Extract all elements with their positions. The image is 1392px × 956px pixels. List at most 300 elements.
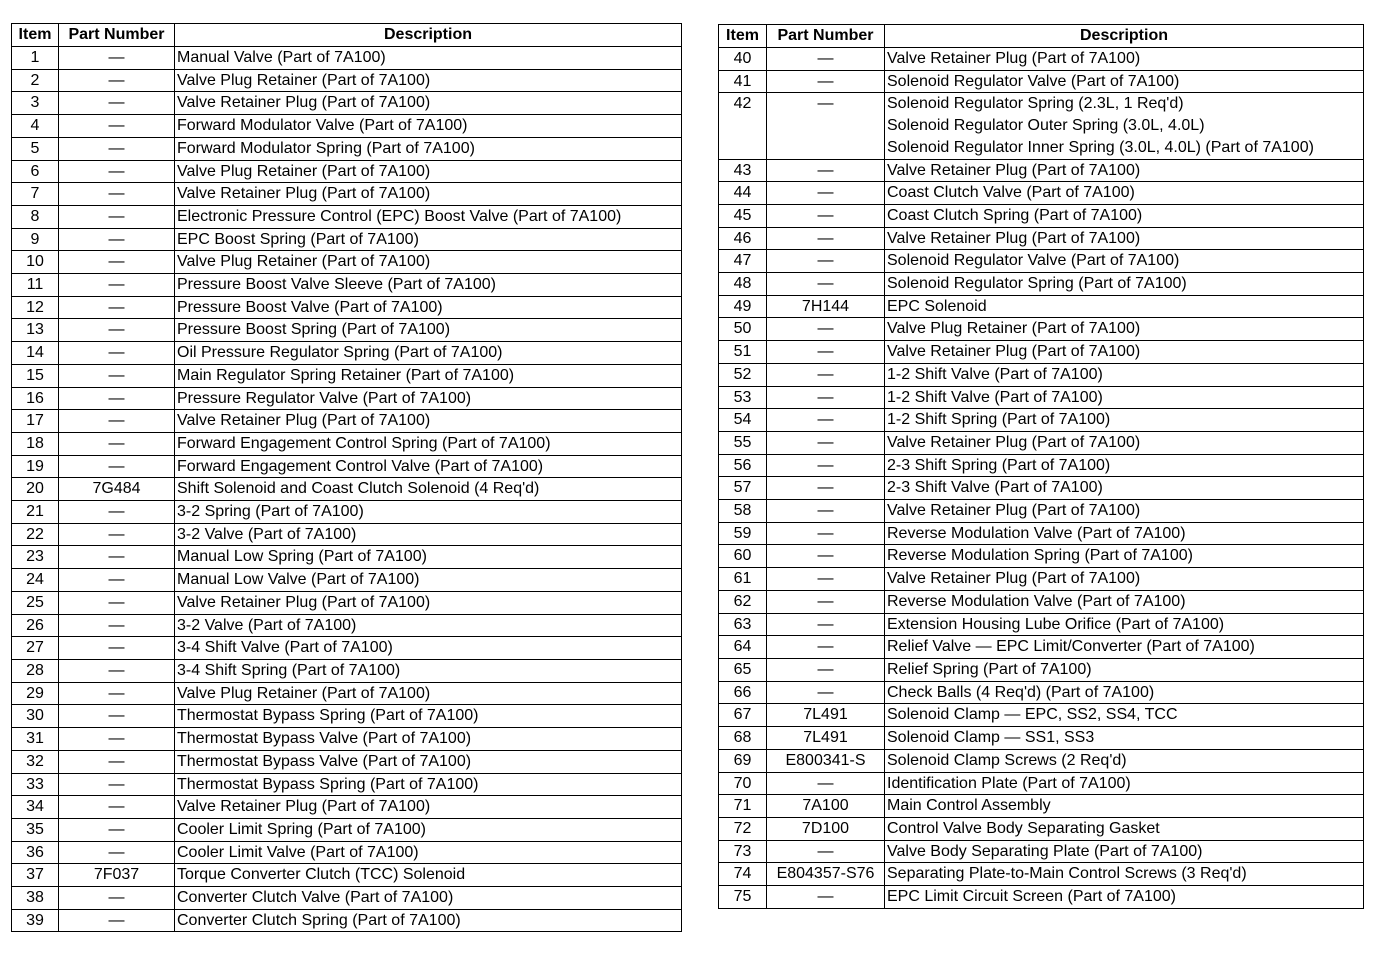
part-number-cell: —	[767, 636, 885, 659]
item-cell: 53	[719, 386, 767, 409]
part-number-cell: 7L491	[767, 727, 885, 750]
header-part-number: Part Number	[59, 24, 175, 47]
description-line: Solenoid Regulator Spring (2.3L, 1 Req'd)	[887, 95, 1184, 113]
item-cell: 16	[12, 387, 59, 410]
part-number-cell: —	[59, 228, 175, 251]
item-cell: 41	[719, 70, 767, 93]
description-cell: 3-4 Shift Valve (Part of 7A100)	[175, 637, 682, 660]
item-cell: 47	[719, 250, 767, 273]
description-cell: Pressure Boost Valve (Part of 7A100)	[175, 296, 682, 319]
item-cell: 72	[719, 817, 767, 840]
description-cell	[885, 93, 1364, 159]
description-cell: 3-2 Spring (Part of 7A100)	[175, 501, 682, 524]
description-cell: Manual Low Valve (Part of 7A100)	[175, 569, 682, 592]
item-cell: 17	[12, 410, 59, 433]
parts-table-right-multiline	[719, 93, 1364, 159]
table-row	[719, 522, 1364, 545]
part-number-cell: —	[59, 659, 175, 682]
item-cell: 68	[719, 727, 767, 750]
part-number-cell: —	[767, 454, 885, 477]
table-row	[719, 500, 1364, 523]
description-cell: EPC Limit Circuit Screen (Part of 7A100)	[885, 886, 1364, 909]
part-number-cell: —	[59, 614, 175, 637]
table-row	[719, 363, 1364, 386]
header-row	[12, 24, 682, 47]
item-cell: 57	[719, 477, 767, 500]
item-cell: 22	[12, 523, 59, 546]
description-cell: Main Control Assembly	[885, 795, 1364, 818]
description-cell: Coast Clutch Spring (Part of 7A100)	[885, 204, 1364, 227]
description-cell: EPC Solenoid	[885, 295, 1364, 318]
item-cell: 23	[12, 546, 59, 569]
description-cell: Solenoid Regulator Valve (Part of 7A100)	[885, 70, 1364, 93]
table-row	[719, 159, 1364, 182]
table-row	[12, 659, 682, 682]
table-row	[12, 274, 682, 297]
part-number-cell: E800341-S	[767, 749, 885, 772]
table-row	[719, 795, 1364, 818]
item-cell: 30	[12, 705, 59, 728]
description-cell: Control Valve Body Separating Gasket	[885, 817, 1364, 840]
item-cell: 44	[719, 182, 767, 205]
table-row	[12, 591, 682, 614]
table-row	[719, 681, 1364, 704]
item-cell: 15	[12, 364, 59, 387]
table-row	[719, 568, 1364, 591]
part-number-cell: —	[767, 318, 885, 341]
table-row	[719, 318, 1364, 341]
description-cell: Main Regulator Spring Retainer (Part of 7A100)	[175, 364, 682, 387]
part-number-cell: —	[59, 682, 175, 705]
item-cell: 36	[12, 841, 59, 864]
description-cell: Coast Clutch Valve (Part of 7A100)	[885, 182, 1364, 205]
item-cell: 35	[12, 818, 59, 841]
item-cell: 70	[719, 772, 767, 795]
item-cell: 26	[12, 614, 59, 637]
item-cell: 67	[719, 704, 767, 727]
item-cell: 9	[12, 228, 59, 251]
description-cell: Pressure Boost Valve Sleeve (Part of 7A100)	[175, 274, 682, 297]
part-number-cell: —	[59, 92, 175, 115]
item-cell: 45	[719, 204, 767, 227]
part-number-cell: —	[59, 69, 175, 92]
table-row	[719, 93, 1364, 159]
description-cell: 3-4 Shift Spring (Part of 7A100)	[175, 659, 682, 682]
description-cell: Valve Retainer Plug (Part of 7A100)	[175, 591, 682, 614]
description-cell: 2-3 Shift Valve (Part of 7A100)	[885, 477, 1364, 500]
part-number-cell: —	[767, 886, 885, 909]
table-row	[12, 455, 682, 478]
part-number-cell: —	[59, 887, 175, 910]
description-cell: Identification Plate (Part of 7A100)	[885, 772, 1364, 795]
part-number-cell: —	[59, 205, 175, 228]
description-cell: Valve Retainer Plug (Part of 7A100)	[885, 568, 1364, 591]
table-row	[12, 637, 682, 660]
part-number-cell: 7L491	[767, 704, 885, 727]
part-number-cell: —	[59, 137, 175, 160]
table-row	[12, 614, 682, 637]
part-number-cell: —	[59, 160, 175, 183]
table-row	[719, 863, 1364, 886]
description-cell: Solenoid Clamp Screws (2 Req'd)	[885, 749, 1364, 772]
table-row	[719, 545, 1364, 568]
part-number-cell: —	[767, 182, 885, 205]
table-row	[12, 364, 682, 387]
part-number-cell: —	[767, 522, 885, 545]
description-cell: Solenoid Clamp — EPC, SS2, SS4, TCC	[885, 704, 1364, 727]
table-row	[719, 295, 1364, 318]
part-number-cell: —	[767, 477, 885, 500]
description-cell: EPC Boost Spring (Part of 7A100)	[175, 228, 682, 251]
table-row	[719, 727, 1364, 750]
part-number-cell: —	[767, 48, 885, 71]
item-cell: 49	[719, 295, 767, 318]
table-row	[719, 636, 1364, 659]
description-cell: Relief Spring (Part of 7A100)	[885, 658, 1364, 681]
table-row	[719, 613, 1364, 636]
item-cell: 63	[719, 613, 767, 636]
table-row	[719, 341, 1364, 364]
part-number-cell: —	[767, 681, 885, 704]
description-cell: Reverse Modulation Spring (Part of 7A100)	[885, 545, 1364, 568]
item-cell: 27	[12, 637, 59, 660]
item-cell: 40	[719, 48, 767, 71]
description-cell: Forward Modulator Spring (Part of 7A100)	[175, 137, 682, 160]
description-cell: Valve Retainer Plug (Part of 7A100)	[175, 796, 682, 819]
part-number-cell: —	[59, 909, 175, 932]
table-row	[12, 92, 682, 115]
description-cell: Valve Retainer Plug (Part of 7A100)	[885, 48, 1364, 71]
description-cell: 2-3 Shift Spring (Part of 7A100)	[885, 454, 1364, 477]
part-number-cell: —	[767, 545, 885, 568]
table-row	[719, 250, 1364, 273]
table-row	[12, 501, 682, 524]
part-number-cell: —	[59, 342, 175, 365]
item-cell: 31	[12, 728, 59, 751]
table-row	[12, 205, 682, 228]
description-cell: Thermostat Bypass Spring (Part of 7A100)	[175, 773, 682, 796]
description-cell: 1-2 Shift Valve (Part of 7A100)	[885, 363, 1364, 386]
table-row	[719, 409, 1364, 432]
description-cell: Valve Retainer Plug (Part of 7A100)	[175, 92, 682, 115]
item-cell: 12	[12, 296, 59, 319]
header-description: Description	[175, 24, 682, 47]
description-cell: Valve Retainer Plug (Part of 7A100)	[885, 227, 1364, 250]
item-cell: 20	[12, 478, 59, 501]
table-row	[719, 817, 1364, 840]
item-cell: 2	[12, 69, 59, 92]
table-row	[12, 750, 682, 773]
table-row	[12, 705, 682, 728]
part-number-cell: —	[767, 431, 885, 454]
table-row	[12, 841, 682, 864]
description-cell: Shift Solenoid and Coast Clutch Solenoid (4 Req'd)	[175, 478, 682, 501]
description-cell: Valve Plug Retainer (Part of 7A100)	[175, 69, 682, 92]
part-number-cell: —	[59, 773, 175, 796]
item-cell: 62	[719, 590, 767, 613]
part-number-cell: —	[59, 501, 175, 524]
description-cell: Valve Retainer Plug (Part of 7A100)	[175, 183, 682, 206]
item-cell: 3	[12, 92, 59, 115]
table-row	[12, 69, 682, 92]
item-cell: 42	[719, 93, 767, 159]
part-number-cell: —	[59, 410, 175, 433]
item-cell: 32	[12, 750, 59, 773]
item-cell: 25	[12, 591, 59, 614]
table-row	[12, 251, 682, 274]
table-row	[12, 864, 682, 887]
part-number-cell: —	[59, 591, 175, 614]
part-number-cell: —	[767, 70, 885, 93]
description-cell: Check Balls (4 Req'd) (Part of 7A100)	[885, 681, 1364, 704]
part-number-cell: —	[767, 409, 885, 432]
description-cell: Reverse Modulation Valve (Part of 7A100)	[885, 522, 1364, 545]
table-row	[719, 48, 1364, 71]
description-cell: Valve Plug Retainer (Part of 7A100)	[175, 160, 682, 183]
part-number-cell: —	[59, 364, 175, 387]
item-cell: 52	[719, 363, 767, 386]
description-cell: Electronic Pressure Control (EPC) Boost Valve (Part of 7A100)	[175, 205, 682, 228]
item-cell: 5	[12, 137, 59, 160]
item-cell: 10	[12, 251, 59, 274]
header-item: Item	[12, 24, 59, 47]
table-row	[719, 749, 1364, 772]
table-row	[719, 454, 1364, 477]
parts-table-right	[718, 24, 1364, 909]
item-cell: 21	[12, 501, 59, 524]
part-number-cell: —	[767, 613, 885, 636]
part-number-cell: —	[59, 728, 175, 751]
part-number-cell: —	[59, 637, 175, 660]
header-description: Description	[885, 25, 1364, 48]
table-row	[719, 886, 1364, 909]
description-cell: Reverse Modulation Valve (Part of 7A100)	[885, 590, 1364, 613]
table-row	[12, 183, 682, 206]
item-cell: 51	[719, 341, 767, 364]
item-cell: 38	[12, 887, 59, 910]
item-cell: 74	[719, 863, 767, 886]
description-cell: Relief Valve — EPC Limit/Converter (Part of 7A100)	[885, 636, 1364, 659]
item-cell: 50	[719, 318, 767, 341]
part-number-cell: —	[767, 93, 885, 159]
table-row	[12, 546, 682, 569]
description-cell: Pressure Boost Spring (Part of 7A100)	[175, 319, 682, 342]
part-number-cell: —	[59, 569, 175, 592]
description-cell: Valve Retainer Plug (Part of 7A100)	[885, 500, 1364, 523]
description-cell: Solenoid Regulator Valve (Part of 7A100)	[885, 250, 1364, 273]
item-cell: 46	[719, 227, 767, 250]
part-number-cell: —	[767, 658, 885, 681]
description-cell: Valve Body Separating Plate (Part of 7A100)	[885, 840, 1364, 863]
description-cell: Valve Plug Retainer (Part of 7A100)	[885, 318, 1364, 341]
part-number-cell: —	[767, 500, 885, 523]
description-cell: Converter Clutch Spring (Part of 7A100)	[175, 909, 682, 932]
description-cell: Valve Retainer Plug (Part of 7A100)	[175, 410, 682, 433]
part-number-cell: —	[767, 273, 885, 296]
item-cell: 55	[719, 431, 767, 454]
description-cell: Thermostat Bypass Spring (Part of 7A100)	[175, 705, 682, 728]
part-number-cell: —	[59, 523, 175, 546]
description-cell: Forward Engagement Control Spring (Part of 7A100)	[175, 432, 682, 455]
item-cell: 11	[12, 274, 59, 297]
table-row	[12, 818, 682, 841]
table-row	[719, 590, 1364, 613]
description-cell: Oil Pressure Regulator Spring (Part of 7A100)	[175, 342, 682, 365]
description-cell: Forward Engagement Control Valve (Part of 7A100)	[175, 455, 682, 478]
part-number-cell: —	[767, 250, 885, 273]
item-cell: 1	[12, 47, 59, 70]
description-cell: Thermostat Bypass Valve (Part of 7A100)	[175, 728, 682, 751]
table-row	[719, 273, 1364, 296]
header-part-number: Part Number	[767, 25, 885, 48]
parts-table-left-body	[12, 47, 682, 932]
table-row	[12, 319, 682, 342]
item-cell: 24	[12, 569, 59, 592]
part-number-cell: —	[767, 159, 885, 182]
header-item: Item	[719, 25, 767, 48]
part-number-cell: —	[767, 204, 885, 227]
item-cell: 66	[719, 681, 767, 704]
item-cell: 69	[719, 749, 767, 772]
table-row	[12, 523, 682, 546]
table-row	[719, 227, 1364, 250]
part-number-cell: —	[59, 455, 175, 478]
item-cell: 61	[719, 568, 767, 591]
item-cell: 37	[12, 864, 59, 887]
item-cell: 19	[12, 455, 59, 478]
table-row	[719, 182, 1364, 205]
description-line: Solenoid Regulator Inner Spring (3.0L, 4.0L) (Part of 7A100)	[887, 138, 1314, 156]
table-row	[12, 432, 682, 455]
part-number-cell: 7D100	[767, 817, 885, 840]
table-row	[12, 796, 682, 819]
item-cell: 14	[12, 342, 59, 365]
item-cell: 71	[719, 795, 767, 818]
table-row	[12, 137, 682, 160]
description-cell: Solenoid Regulator Spring (Part of 7A100)	[885, 273, 1364, 296]
part-number-cell: —	[767, 568, 885, 591]
part-number-cell: —	[59, 841, 175, 864]
part-number-cell: —	[59, 296, 175, 319]
part-number-cell: —	[59, 546, 175, 569]
description-cell: Manual Low Spring (Part of 7A100)	[175, 546, 682, 569]
item-cell: 73	[719, 840, 767, 863]
table-row	[12, 773, 682, 796]
item-cell: 65	[719, 658, 767, 681]
description-cell: 1-2 Shift Spring (Part of 7A100)	[885, 409, 1364, 432]
table-row	[719, 204, 1364, 227]
item-cell: 13	[12, 319, 59, 342]
table-row	[12, 47, 682, 70]
item-cell: 43	[719, 159, 767, 182]
table-row	[719, 840, 1364, 863]
part-number-cell: —	[767, 363, 885, 386]
item-cell: 58	[719, 500, 767, 523]
part-number-cell: —	[59, 818, 175, 841]
header-row	[719, 25, 1364, 48]
item-cell: 29	[12, 682, 59, 705]
item-cell: 6	[12, 160, 59, 183]
table-row	[719, 772, 1364, 795]
description-cell: Converter Clutch Valve (Part of 7A100)	[175, 887, 682, 910]
table-row	[12, 296, 682, 319]
description-cell: Cooler Limit Valve (Part of 7A100)	[175, 841, 682, 864]
part-number-cell: 7A100	[767, 795, 885, 818]
part-number-cell: 7F037	[59, 864, 175, 887]
table-row	[12, 387, 682, 410]
parts-table-right-body	[719, 48, 1364, 93]
description-cell: Manual Valve (Part of 7A100)	[175, 47, 682, 70]
table-row	[719, 386, 1364, 409]
description-cell: Valve Retainer Plug (Part of 7A100)	[885, 431, 1364, 454]
table-row	[719, 704, 1364, 727]
item-cell: 39	[12, 909, 59, 932]
description-cell: Valve Retainer Plug (Part of 7A100)	[885, 341, 1364, 364]
part-number-cell: —	[59, 47, 175, 70]
description-cell: 3-2 Valve (Part of 7A100)	[175, 614, 682, 637]
description-cell: Valve Plug Retainer (Part of 7A100)	[175, 251, 682, 274]
description-cell: Pressure Regulator Valve (Part of 7A100)	[175, 387, 682, 410]
table-row	[719, 70, 1364, 93]
part-number-cell: 7G484	[59, 478, 175, 501]
item-cell: 60	[719, 545, 767, 568]
table-row	[719, 477, 1364, 500]
item-cell: 56	[719, 454, 767, 477]
table-row	[12, 410, 682, 433]
description-cell: Valve Plug Retainer (Part of 7A100)	[175, 682, 682, 705]
part-number-cell: E804357-S76	[767, 863, 885, 886]
part-number-cell: —	[59, 251, 175, 274]
part-number-cell: —	[767, 590, 885, 613]
item-cell: 59	[719, 522, 767, 545]
table-row	[12, 228, 682, 251]
description-cell: Solenoid Clamp — SS1, SS3	[885, 727, 1364, 750]
part-number-cell: —	[59, 319, 175, 342]
part-number-cell: —	[59, 750, 175, 773]
part-number-cell: 7H144	[767, 295, 885, 318]
description-cell: Separating Plate-to-Main Control Screws (3 Req'd)	[885, 863, 1364, 886]
table-row	[12, 887, 682, 910]
part-number-cell: —	[59, 183, 175, 206]
description-cell: 1-2 Shift Valve (Part of 7A100)	[885, 386, 1364, 409]
table-row	[12, 569, 682, 592]
item-cell: 18	[12, 432, 59, 455]
item-cell: 48	[719, 273, 767, 296]
item-cell: 28	[12, 659, 59, 682]
part-number-cell: —	[767, 341, 885, 364]
item-cell: 7	[12, 183, 59, 206]
table-row	[719, 658, 1364, 681]
item-cell: 75	[719, 886, 767, 909]
item-cell: 4	[12, 115, 59, 138]
table-row	[12, 478, 682, 501]
part-number-cell: —	[767, 772, 885, 795]
description-line: Solenoid Regulator Outer Spring (3.0L, 4.0L)	[887, 117, 1205, 135]
item-cell: 8	[12, 205, 59, 228]
table-row	[12, 682, 682, 705]
part-number-cell: —	[767, 840, 885, 863]
table-row	[12, 115, 682, 138]
item-cell: 64	[719, 636, 767, 659]
table-row	[719, 431, 1364, 454]
part-number-cell: —	[59, 274, 175, 297]
table-row	[12, 160, 682, 183]
parts-table-right-body	[719, 159, 1364, 908]
item-cell: 33	[12, 773, 59, 796]
parts-table-left	[11, 23, 682, 932]
description-cell: Torque Converter Clutch (TCC) Solenoid	[175, 864, 682, 887]
description-cell: Thermostat Bypass Valve (Part of 7A100)	[175, 750, 682, 773]
